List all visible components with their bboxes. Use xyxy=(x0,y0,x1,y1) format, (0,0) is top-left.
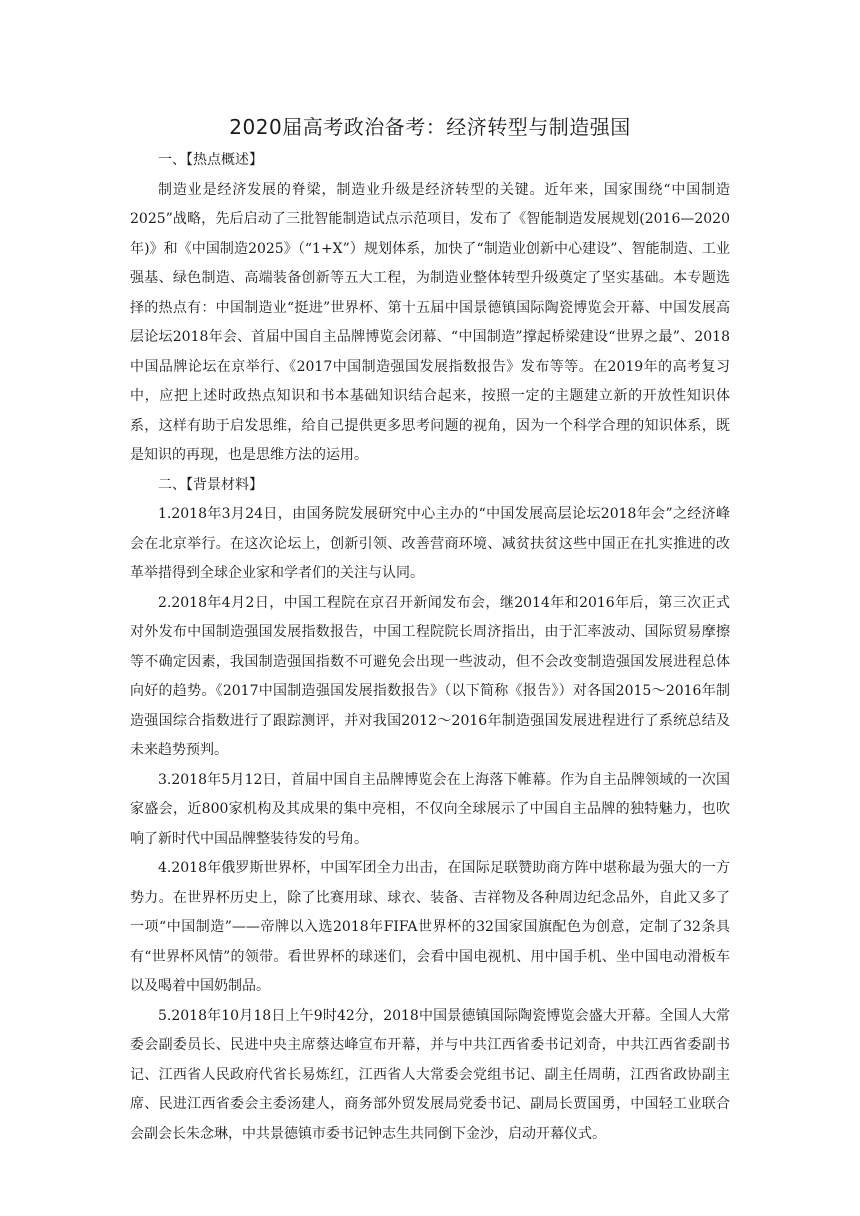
section-heading-background: 二、【背景材料】 xyxy=(158,476,263,493)
document-title: 2020届高考政治备考：经济转型与制造强国 xyxy=(229,115,631,139)
background-item-2: 2.2018年4月2日，中国工程院在京召开新闻发布会，继2014年和2016年后，第三次正式对外发布中国制造强国发展指数报告，中国工程院院长周济指出，由于汇率波动、国际贸易摩擦等不确定因素，我国制造强国指数不可避免会出现一些波动，但不会改变制造强国发展进程总体向好的趋势。《2017中国制造强国发展指数报告》（以下简称《报告》）对各国2015～2016年制造强国综合指数进行了跟踪测评，并对我国2012～2016年制造强国发展进程进行了系统总结及未来趋势预判。 xyxy=(130,594,730,758)
background-item-4: 4.2018年俄罗斯世界杯，中国军团全力出击，在国际足联赞助商方阵中堪称最为强大的一方势力。在世界杯历史上，除了比赛用球、球衣、装备、吉祥物及各种周边纪念品外，自此又多了一项“中国制造”——帝牌以入选2018年FIFA世界杯的32国家国旗配色为创意，定制了32条具有“世界杯风情”的领带。看世界杯的球迷们，会看中国电视机、用中国手机、坐中国电动滑板车以及喝着中国奶制品。 xyxy=(130,860,730,994)
document-body xyxy=(130,112,730,1149)
background-item-5: 5.2018年10月18日上午9时42分，2018中国景德镇国际陶瓷博览会盛大开幕。全国人大常委会副委员长、民进中央主席蔡达峰宣布开幕，并与中共江西省委书记刘奇，中共江西省委副书记、江西省人民政府代省长易炼红，江西省人大常委会党组书记、副主任周萌，江西省政协副主席、民进江西省委会主委汤建人，商务部外贸发展局党委书记、副局长贾国勇，中国轻工业联合会副会长朱念琳，中共景德镇市委书记钟志生共同倒下金沙，启动开幕仪式。 xyxy=(130,1007,730,1142)
overview-paragraph: 制造业是经济发展的脊梁，制造业升级是经济转型的关键。近年来，国家围绕“中国制造2025”战略，先后启动了三批智能制造试点示范项目，发布了《智能制造发展规划(2016—2020年)》和《中国制造2025》（“1+X”）规划体系，加快了“制造业创新中心建设”、智能制造、工业强基、绿色制造、高端装备创新等五大工程，为制造业整体转型升级奠定了坚实基础。本专题选择的热点有：中国制造业“挺进”世界杯、第十五届中国景德镇国际陶瓷博览会开幕、中国发展高层论坛2018年会、首届中国自主品牌博览会闭幕、“中国制造”撑起桥梁建设“世界之最”、2018中国品牌论坛在京举行、《2017中国制造强国发展指数报告》发布等等。在2019年的高考复习中，应把上述时政热点知识和书本基础知识结合起来，按照一定的主题建立新的开放性知识体系，这样有助于启发思维，给自己提供更多思考问题的视角，因为一个科学合理的知识体系，既是知识的再现，也是思维方法的运用。 xyxy=(130,181,730,463)
background-item-1: 1.2018年3月24日，由国务院发展研究中心主办的“中国发展高层论坛2018年会”之经济峰会在北京举行。在这次论坛上，创新引领、改善营商环境、减贫扶贫这些中国正在扎实推进的改革举措得到全球企业家和学者们的关注与认同。 xyxy=(130,506,730,581)
section-heading-overview: 一、【热点概述】 xyxy=(158,152,263,168)
background-item-3: 3.2018年5月12日，首届中国自主品牌博览会在上海落下帷幕。作为自主品牌领域的一次国家盛会，近800家机构及其成果的集中亮相，不仅向全球展示了中国自主品牌的独特魅力，也吹响了新时代中国品牌整装待发的号角。 xyxy=(130,771,730,847)
